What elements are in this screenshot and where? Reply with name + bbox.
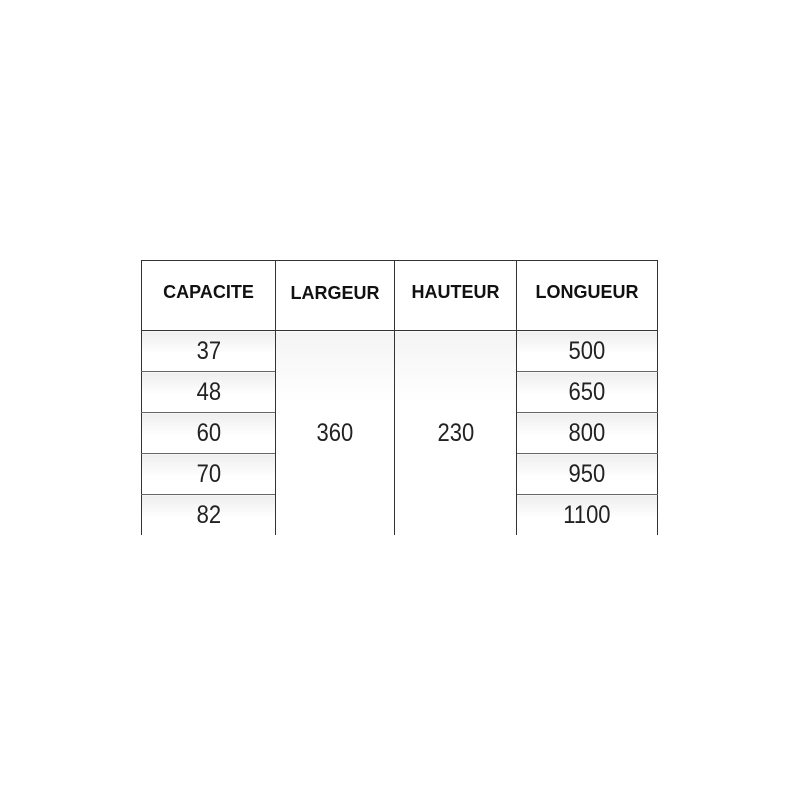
cell-capacite (142, 372, 276, 413)
cell-capacite-value: 37 (196, 336, 221, 365)
header-capacite-label: CAPACITE (163, 282, 254, 302)
cell-capacite (142, 495, 276, 536)
cell-longueur-value: 500 (568, 336, 606, 365)
header-largeur-label: LARGEUR (290, 283, 380, 303)
table-row (142, 331, 658, 372)
cell-hauteur-value: 230 (437, 418, 474, 447)
cell-capacite (142, 331, 276, 372)
cell-largeur (276, 331, 395, 536)
header-row (142, 261, 658, 331)
header-hauteur-label: HAUTEUR (411, 282, 500, 302)
cell-largeur-value: 360 (316, 418, 354, 447)
cell-capacite-value: 82 (196, 500, 221, 529)
cell-capacite-value: 60 (196, 418, 221, 447)
cell-longueur (517, 495, 658, 536)
cell-hauteur (395, 331, 517, 536)
cell-capacite (142, 454, 276, 495)
cell-longueur (517, 372, 658, 413)
cell-longueur-value: 800 (568, 418, 606, 447)
header-hauteur (395, 261, 517, 331)
cell-capacite (142, 413, 276, 454)
header-longueur-label: LONGUEUR (535, 282, 639, 302)
header-longueur (517, 261, 658, 331)
dimensions-table (141, 260, 658, 535)
header-largeur (276, 261, 395, 331)
cell-longueur-value: 950 (568, 459, 606, 488)
header-capacite (142, 261, 276, 331)
cell-longueur-value: 650 (568, 377, 606, 406)
cell-capacite-value: 70 (196, 459, 221, 488)
cell-longueur (517, 454, 658, 495)
cell-capacite-value: 48 (196, 377, 221, 406)
cell-longueur (517, 331, 658, 372)
cell-longueur (517, 413, 658, 454)
cell-longueur-value: 1100 (563, 500, 611, 529)
